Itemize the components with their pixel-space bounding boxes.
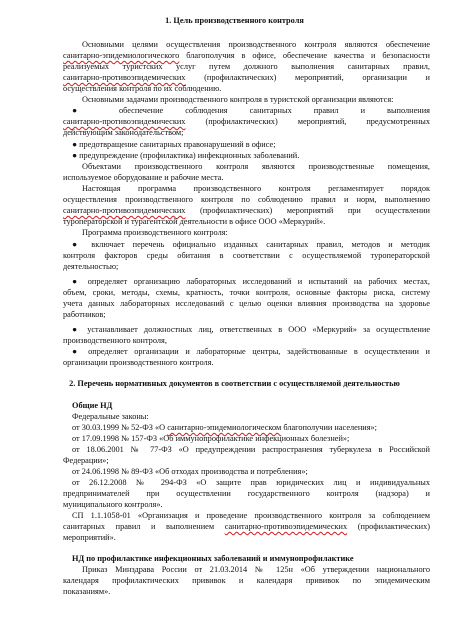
law-item: от 30.03.1999 № 52-ФЗ «О санитарно-эпидемиологическом благополучии населения»; <box>72 423 377 432</box>
paragraph-goals-line: санитарно-противоэпидемических (профилактических) мероприятий, организации и <box>63 73 430 82</box>
bullet-responsible: ● устанавливает должностных лиц, ответственных в ООО «Меркурий» за осуществление <box>72 325 430 334</box>
bullet-organizations: организации производственного контроля. <box>63 358 214 367</box>
federal-laws-label: Федеральные законы: <box>72 412 149 421</box>
paragraph-objects: используемое оборудование и рабочие места. <box>63 173 224 182</box>
bullet-lab-research: учета данных лабораторных исследований с целью оценки влияния производства на здоровье <box>63 299 430 308</box>
law-item: от 18.06.2001 № 77-ФЗ «О предупреждении распространения туберкулеза в Российской <box>72 445 430 454</box>
paragraph-program: туроператорской и турагентской деятельности в офисе ООО «Меркурий». <box>63 217 326 226</box>
law-item: от 24.06.1998 № 89-ФЗ «Об отходах производства и потребления»; <box>72 467 308 476</box>
term-protivoepid: санитарно-противоэпидемических <box>224 522 348 531</box>
term-sanepid: санитарно-эпидемиологического <box>63 51 180 60</box>
paragraph-goals-line: санитарно-эпидемиологического благополучия в офисе, обеспечение качества и безопасности <box>63 51 430 60</box>
section-2-title: 2. Перечень нормативных документов в соответствии с осуществляемой деятельностью <box>69 379 400 388</box>
order-item: календаря профилактических прививок и календаря прививок по эпидемическим <box>63 576 430 585</box>
law-item: от 26.12.2008 № 294-ФЗ «О защите прав юридических лиц и индивидуальных <box>72 478 430 487</box>
paragraph-goals-line: осуществления контроля по их соблюдению. <box>63 84 222 93</box>
paragraph-objects: Объектами производственного контроля являются производственные помещения, <box>82 162 430 171</box>
bullet-compliance: действующим законодательством; <box>63 128 184 137</box>
paragraph-program-label: Программа производственного контроля: <box>82 228 228 237</box>
term-protivoepid: санитарно-противоэпидемических <box>63 117 186 126</box>
bullet-lab-research: работников; <box>63 310 106 319</box>
bullet-lab-research: объем, сроки, методы, схемы, кратность, точки контроля, основные факторы риска, систему <box>63 288 430 297</box>
bullet-lab-research: ● определяет организацию лабораторных исследований и испытаний на рабочих местах, <box>72 277 430 286</box>
law-item: муниципального контроля». <box>63 500 163 509</box>
law-item: Федерации»; <box>63 456 109 465</box>
paragraph-goals-line: реализуемых туристских услуг путем должного выполнения санитарных правил, <box>63 62 430 71</box>
order-item: Приказ Минздрава России от 21.03.2014 № 125н «Об утверждении национального <box>82 565 430 574</box>
bullet-responsible: производственного контроля, <box>63 336 167 345</box>
term-sanepid: санитарно-эпидемиологическом <box>167 423 282 432</box>
sanitary-rules-item: мероприятий». <box>63 533 116 542</box>
bullet-includes: ● включает перечень официально изданных санитарных правил, методов и методик <box>72 240 430 249</box>
paragraph-program: осуществления производственного контроля по соблюдению правил и норм, выполнению <box>63 195 430 204</box>
bullet-compliance: ● обеспечение соблюдения санитарных правил и выполнения <box>72 106 430 115</box>
bullet-prevention-violations: ● предотвращение санитарных правонарушений в офисе; <box>72 140 276 149</box>
bullet-compliance: санитарно-противоэпидемических (профилактических) мероприятий, предусмотренных <box>63 117 430 126</box>
order-item: показаниям». <box>63 587 111 596</box>
law-item: предпринимателей при осуществлении государственного контроля (надзора) и <box>63 489 430 498</box>
sanitary-rules-item: санитарных правил и выполнением санитарно-противоэпидемических (профилактических) <box>63 522 430 531</box>
term-protivoepid: санитарно-противоэпидемических <box>63 73 186 82</box>
subheading-general-nd: Общие НД <box>72 401 113 410</box>
paragraph-program: санитарно-противоэпидемических (профилактических) мероприятий при осуществлении <box>63 206 430 215</box>
subheading-infection-nd: НД по профилактике инфекционных заболеваний и иммунопрофилактике <box>72 554 354 563</box>
paragraph-goals-line: Основными целями осуществления производственного контроля являются обеспечение <box>82 40 430 49</box>
sanitary-rules-item: СП 1.1.1058-01 «Организация и проведение производственного контроля за соблюдением <box>72 511 430 520</box>
term-protivoepid: санитарно-противоэпидемических <box>63 206 186 215</box>
bullet-organizations: ● определяет организации и лабораторные центры, задействованные в осуществлении и <box>72 347 430 356</box>
bullet-prevention-infections: ● предупреждение (профилактика) инфекционных заболеваний. <box>72 151 300 160</box>
bullet-includes: контроля факторов среды обитания в соответствии с осуществляемой туроператорской <box>63 251 430 260</box>
paragraph-program: Настоящая программа производственного контроля регламентирует порядок <box>82 184 430 193</box>
bullet-includes: деятельностью; <box>63 262 119 271</box>
paragraph-tasks-intro: Основными задачами производственного контроля в туристской организации являются: <box>82 95 394 104</box>
law-item: от 17.09.1998 № 157-ФЗ «Об иммунопрофилактике инфекционных болезней»; <box>72 434 350 443</box>
section-1-title: 1. Цель производственного контроля <box>165 16 304 25</box>
